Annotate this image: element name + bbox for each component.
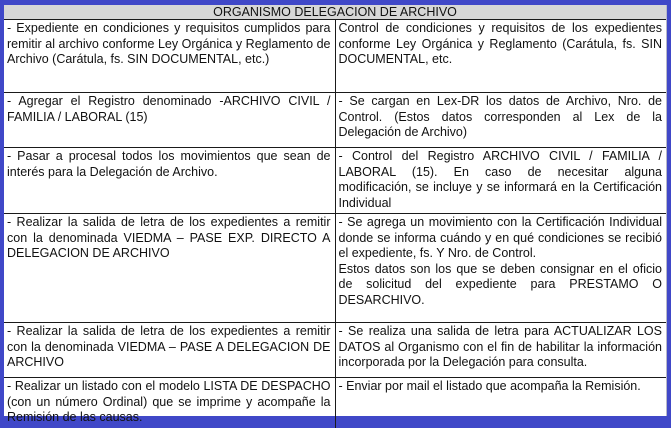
table-title: ORGANISMO DELEGACION DE ARCHIVO bbox=[4, 5, 666, 20]
organismo-cell: - Expediente en condiciones y requisitos cumplidos para remitir al archivo conforme Ley Orgánica y Reglamento de Archivo (Carátula, fs. SIN DOCUMENTAL, etc.) bbox=[4, 20, 335, 93]
delegacion-cell: - Control del Registro ARCHIVO CIVIL / FAMILIA / LABORAL (15). En caso de necesitar alguna modificación, se incluye y se informará en la Certificación Individual bbox=[335, 148, 666, 214]
table-header-row bbox=[4, 5, 666, 20]
delegacion-cell: - Enviar por mail el listado que acompaña la Remisión. bbox=[335, 378, 666, 428]
delegacion-cell: - Se cargan en Lex-DR los datos de Archivo, Nro. de Control. (Estos datos corresponden al Lex de la Delegación de Archivo) bbox=[335, 93, 666, 148]
organismo-cell: - Agregar el Registro denominado -ARCHIVO CIVIL / FAMILIA / LABORAL (15) bbox=[4, 93, 335, 148]
table-row bbox=[4, 378, 666, 428]
table-row bbox=[4, 93, 666, 148]
organismo-cell: - Pasar a procesal todos los movimientos que sean de interés para la Delegación de Archivo. bbox=[4, 148, 335, 214]
delegacion-cell-text: - Se agrega un movimiento con la Certificación Individual donde se informa cuándo y en qué condiciones se recibió el expediente, fs. Y Nro. de Control. bbox=[339, 215, 663, 262]
organismo-cell: - Realizar la salida de letra de los expedientes a remitir con la denominada VIEDMA – PASE EXP. DIRECTO A DELEGACION DE ARCHIVO bbox=[4, 214, 335, 323]
organismo-cell: - Realizar un listado con el modelo LISTA DE DESPACHO (con un número Ordinal) que se imprime y acompañe la Remisión de las causas. bbox=[4, 378, 335, 428]
delegacion-cell: Control de condiciones y requisitos de los expedientes conforme Ley Orgánica y Reglamento (Carátula, fs. SIN DOCUMENTAL, etc. bbox=[335, 20, 666, 93]
delegacion-cell-note: Estos datos son los que se deben consignar en el oficio de solicitud del expediente para PRESTAMO O DESARCHIVO. bbox=[339, 262, 663, 309]
delegacion-cell bbox=[335, 214, 666, 323]
table-row bbox=[4, 20, 666, 93]
delegacion-cell: - Se realiza una salida de letra para ACTUALIZAR LOS DATOS al Organismo con el fin de habilitar la información incorporada por la Delegación para consulta. bbox=[335, 323, 666, 378]
procedure-table bbox=[4, 5, 666, 428]
table-row bbox=[4, 323, 666, 378]
table-row bbox=[4, 148, 666, 214]
document-frame bbox=[4, 5, 666, 416]
table-row bbox=[4, 214, 666, 323]
organismo-cell: - Realizar la salida de letra de los expedientes a remitir con la denominada VIEDMA – PASE A DELEGACION DE ARCHIVO bbox=[4, 323, 335, 378]
